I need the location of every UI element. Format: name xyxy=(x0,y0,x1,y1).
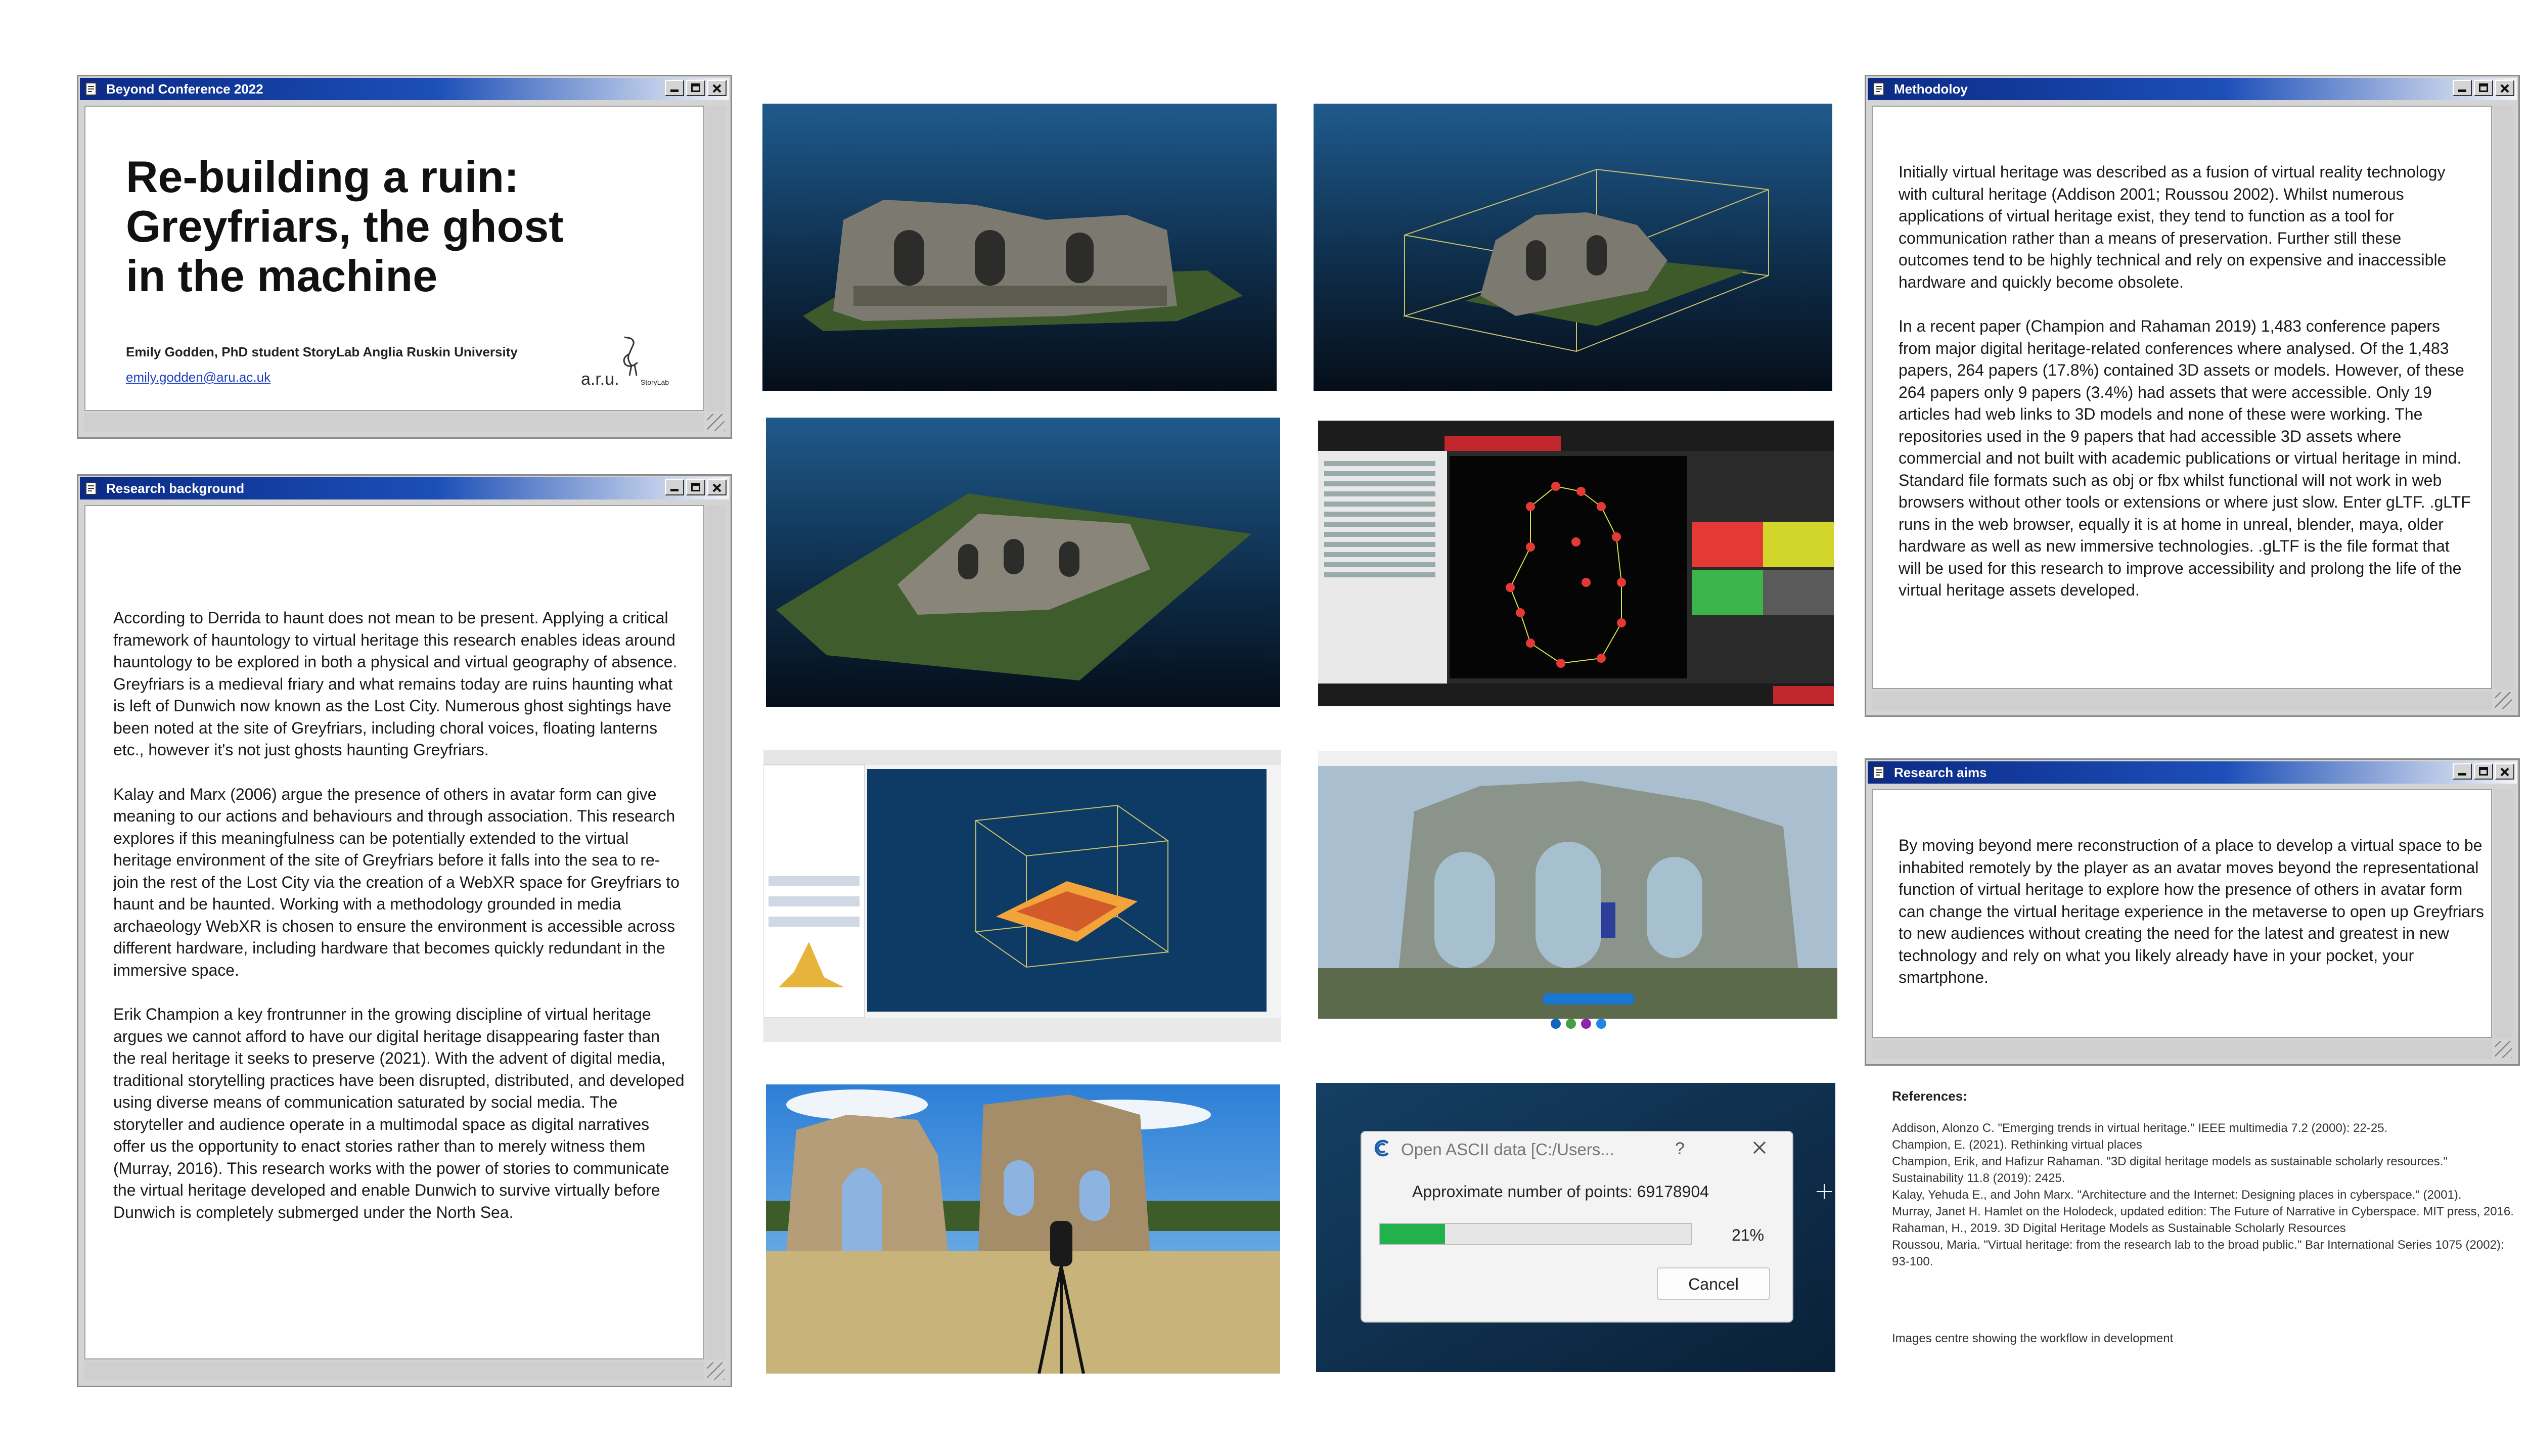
import-progress-bar xyxy=(1379,1223,1692,1245)
methodology-text xyxy=(1899,161,2475,624)
paragraph: In a recent paper (Champion and Rahaman 2019) 1,483 conference papers from major digital heritage-related conferences where analysed. Of the 1,483 papers, 264 papers (17.8%) contained 3D assets or models. However, of these 264 papers only 9 papers (3.4%) had assets that were accessible. Only 19 articles had web links to 3D models and none of these were working. The repositories used in the 9 papers that had accessible 3D assets where commercial and not built with academic publications or virtual heritage in mind. Standard file formats such as obj or fbx whilst functional will not work in web browsers without other tools or extensions or where just slow. Enter gLTF. .gLTF runs in the web browser, equally it is at home in unreal, blender, maya, older hardware as well as new immersive technologies. .gLTF is the file format that will be used for this research to improve accessibility and prolong the life of the virtual heritage assets developed. xyxy=(1899,317,2471,599)
paragraph: Initially virtual heritage was described as a fusion of virtual reality technology with cultural heritage (Addison 2001; Roussou 2002). Whilst numerous applications of virtual heritage exist, they tend to function as a tool for communication rather than a means of preservation. Further still these outcomes tend to be highly technical and rely on expensive and inaccessible hardware and quickly become obsolete. xyxy=(1899,163,2447,291)
paragraph: Erik Champion a key frontrunner in the growing discipline of virtual heritage argues we cannot afford to have our digital heritage disappearing faster than the real heritage it seeks to preserve (2021). With the advent of digital media, traditional storytelling practices have been disrupted, distributed, and developed using diverse means of communication saturated by social media. The storyteller and audience operate in a multimodal space as digital narratives offer us the opportunity to enact stories rather than to merely witness them (Murray, 2016). This research works with the power of stories to communicate the virtual heritage developed and enable Dunwich to survive virtually before Dunwich is completely submerged under the North Sea. xyxy=(113,1005,685,1221)
site-photo-scanner-image xyxy=(766,1084,1280,1374)
close-button[interactable] xyxy=(707,80,727,96)
close-icon[interactable] xyxy=(1751,1139,1768,1156)
minimize-button[interactable] xyxy=(665,479,684,495)
close-button[interactable] xyxy=(2495,763,2514,780)
page-title xyxy=(126,152,707,301)
progress-percent: 21% xyxy=(1732,1226,1765,1244)
reference-item: Champion, E. (2021). Rethinking virtual places xyxy=(1892,1138,2142,1152)
title-line-3: in the machine xyxy=(126,251,438,301)
references-heading: References: xyxy=(1892,1088,1967,1104)
resize-grip[interactable] xyxy=(2495,692,2512,709)
minimize-button[interactable] xyxy=(2453,763,2472,780)
research-aims-window xyxy=(1865,758,2520,1066)
cancel-button[interactable]: Cancel xyxy=(1657,1267,1770,1300)
resize-grip[interactable] xyxy=(2495,1041,2512,1058)
methodology-window xyxy=(1865,75,2520,717)
ascii-import-screenshot xyxy=(1316,1083,1835,1372)
maximize-button[interactable] xyxy=(686,80,705,96)
title-line-2: Greyfriars, the ghost xyxy=(126,201,564,251)
resize-grip[interactable] xyxy=(707,414,725,431)
notepad-icon xyxy=(1872,81,1887,97)
window-controls xyxy=(665,479,727,495)
title-window-titlebar[interactable] xyxy=(80,78,729,100)
window-controls xyxy=(665,80,727,96)
notepad-icon xyxy=(1872,765,1887,780)
vertical-scrollbar[interactable] xyxy=(706,106,726,411)
progress-fill xyxy=(1380,1224,1445,1244)
window-controls xyxy=(2453,80,2514,96)
dialog-titlebar[interactable] xyxy=(1362,1132,1792,1164)
images-caption: Images centre showing the workflow in development xyxy=(1892,1332,2174,1345)
title-line-1: Re-building a ruin: xyxy=(126,152,519,202)
vertical-scrollbar[interactable] xyxy=(2494,789,2513,1038)
reference-item: Champion, Erik, and Hafizur Rahaman. "3D digital heritage models as sustainable scholarly resources." Sustainability 11.8 (2019): 2425. xyxy=(1892,1155,2448,1185)
reference-item: Murray, Janet H. Hamlet on the Holodeck, updated edition: The Future of Narrative in Cyberspace. MIT press, 2016. xyxy=(1892,1205,2514,1218)
svg-text:a.r.u.: a.r.u. xyxy=(581,370,619,389)
aru-storylab-logo xyxy=(571,334,672,390)
close-button[interactable] xyxy=(707,479,727,495)
research-aims-text xyxy=(1899,835,2485,1011)
resize-grip[interactable] xyxy=(707,1362,725,1380)
bounding-box-render-image xyxy=(1314,104,1832,391)
open-ascii-dialog xyxy=(1361,1131,1793,1323)
horizontal-scrollbar[interactable] xyxy=(84,413,704,432)
methodology-pane xyxy=(1872,106,2492,689)
window-title: Research aims xyxy=(1894,764,1987,780)
vertical-scrollbar[interactable] xyxy=(2494,106,2513,689)
points-count-label: Approximate number of points: 69178904 xyxy=(1412,1182,1709,1201)
window-title: Methodoloy xyxy=(1894,81,1968,97)
close-button[interactable] xyxy=(2495,80,2514,96)
reference-item: Rahaman, H., 2019. 3D Digital Heritage Models as Sustainable Scholarly Resources xyxy=(1892,1221,2346,1235)
minimize-button[interactable] xyxy=(665,80,684,96)
title-window xyxy=(77,75,732,439)
research-aims-pane xyxy=(1872,789,2492,1038)
minimize-button[interactable] xyxy=(2453,80,2472,96)
window-controls xyxy=(2453,763,2514,780)
scan-registration-screenshot xyxy=(1318,421,1834,706)
paragraph: According to Derrida to haunt does not mean to be present. Applying a critical framework of hauntology to virtual heritage this research enables ideas around hauntology to be explored in both a physical and virtual geography of absence. Greyfriars is a medieval friary and what remains today are ruins haunting what is left of Dunwich now known as the Lost City. Numerous ghost sightings have been noted at the site of Greyfriars, including choral voices, floating lanterns etc., however it's not just ghosts haunting Greyfriars. xyxy=(113,609,678,759)
vertical-scrollbar[interactable] xyxy=(706,505,726,1359)
title-pane xyxy=(84,106,704,411)
svg-text:StoryLab: StoryLab xyxy=(641,378,669,386)
horizontal-scrollbar[interactable] xyxy=(84,1361,704,1381)
paragraph: By moving beyond mere reconstruction of a place to develop a virtual space to be inhabited remotely by the player as an avatar moves beyond the representational function of virtual heritage to explore how the presence of others in avatar form can change the virtual heritage experience in the metaverse to open up Greyfriars to new audiences without creating the need for the latest and greatest in new technology and rely on what you likely already have in your pocket, your smartphone. xyxy=(1899,836,2484,986)
research-background-titlebar[interactable] xyxy=(80,477,729,499)
cloudcompare-icon xyxy=(1373,1138,1393,1158)
research-background-window xyxy=(77,474,732,1387)
research-aims-titlebar[interactable] xyxy=(1868,761,2517,784)
horizontal-scrollbar[interactable] xyxy=(1872,691,2492,710)
aerial-pointcloud-image xyxy=(766,418,1280,707)
reference-item: Addison, Alonzo C. "Emerging trends in virtual heritage." IEEE multimedia 7.2 (2000): 22-25. xyxy=(1892,1121,2388,1135)
paragraph: Kalay and Marx (2006) argue the presence of others in avatar form can give meaning to our actions and behaviours and through association. This research explores if this meaningfulness can be potentially extended to the virtual heritage environment of the site of Greyfriars before it falls into the sea to re-join the rest of the Lost City via the creation of a WebXR space for Greyfriars to haunt and be haunted. Working with a methodology grounded in media archaeology WebXR is chosen to ensure the environment is accessible across different hardware, including hardware that becomes quickly redundant in the immersive space. xyxy=(113,785,680,979)
reference-item: Kalay, Yehuda E., and John Marx. "Architecture and the Internet: Designing places in cyberspace." (2001). xyxy=(1892,1188,2462,1202)
help-button[interactable]: ? xyxy=(1675,1139,1685,1158)
research-background-pane xyxy=(84,505,704,1359)
methodology-titlebar[interactable] xyxy=(1868,78,2517,100)
dialog-title: Open ASCII data [C:/Users... xyxy=(1401,1140,1614,1159)
notepad-icon xyxy=(84,81,99,97)
window-title: Beyond Conference 2022 xyxy=(106,81,263,97)
references-list xyxy=(1892,1120,2514,1270)
maximize-button[interactable] xyxy=(2474,763,2493,780)
research-background-text xyxy=(113,607,685,1246)
email-link[interactable]: emily.godden@aru.ac.uk xyxy=(126,370,271,385)
maximize-button[interactable] xyxy=(2474,80,2493,96)
author-line: Emily Godden, PhD student StoryLab Anglia Ruskin University xyxy=(126,344,518,359)
notepad-icon xyxy=(84,481,99,496)
pointcloud-render-image xyxy=(762,104,1277,391)
cloudcompare-screenshot xyxy=(763,750,1281,1042)
maximize-button[interactable] xyxy=(686,479,705,495)
horizontal-scrollbar[interactable] xyxy=(1872,1040,2492,1059)
webxr-browser-screenshot xyxy=(1318,751,1837,1043)
window-title: Research background xyxy=(106,480,245,496)
reference-item: Roussou, Maria. "Virtual heritage: from the research lab to the broad public." Bar International Series 1075 (2002): 93-100. xyxy=(1892,1238,2504,1268)
